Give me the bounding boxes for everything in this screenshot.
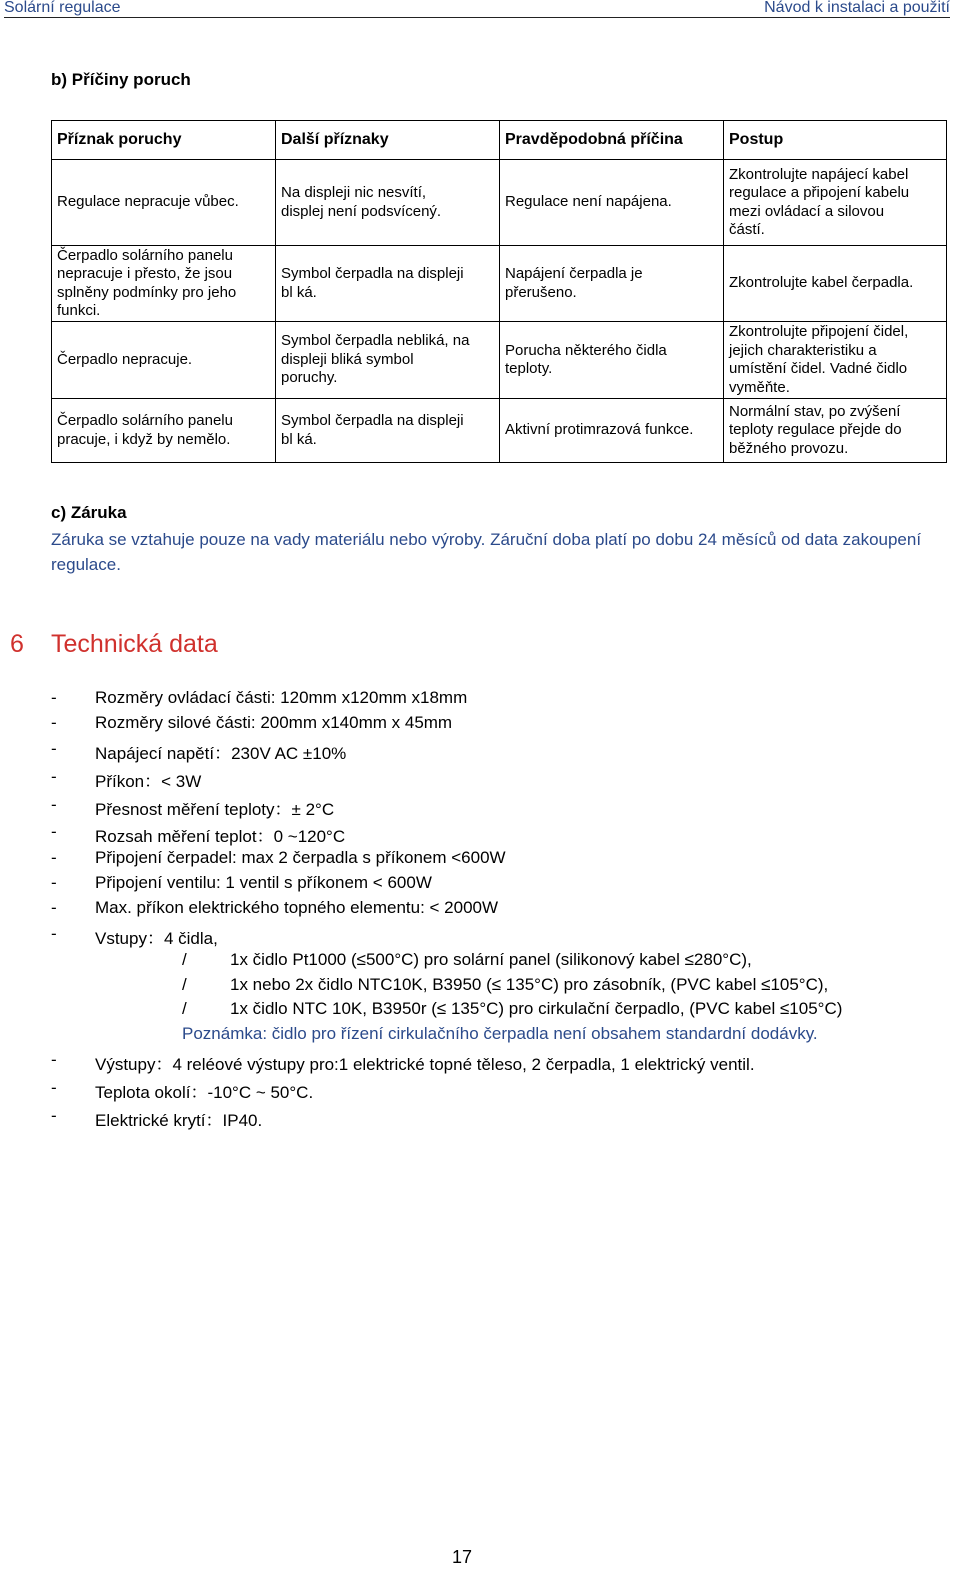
table-row (52, 160, 947, 246)
fault-table-header-row (52, 121, 947, 160)
spec-item: Připojení čerpadel: max 2 čerpadla s příkonem <600W (95, 848, 506, 867)
table-cell: Aktivní protimrazová funkce. (500, 399, 724, 463)
table-cell: Symbol čerpadla nebliká, na displeji bliká symbol poruchy. (276, 322, 500, 399)
header-left-title: Solární regulace (4, 0, 121, 16)
spec-item: Elektrické krytí：IP40. (95, 1111, 263, 1130)
table-cell: Čerpadlo nepracuje. (52, 322, 276, 399)
spec-item: Rozměry ovládací části: 120mm x120mm x18mm (95, 688, 468, 707)
section-title: Technická data (51, 630, 218, 658)
spec-item: Výstupy：4 reléové výstupy pro:1 elektrické topné těleso, 2 čerpadla, 1 elektrický ventil. (95, 1055, 755, 1074)
table-cell: Zkontrolujte napájecí kabel regulace a připojení kabelu mezi ovládací a silovou částí. (724, 160, 947, 246)
list-bullet: - (51, 924, 57, 943)
column-header: Další příznaky (276, 121, 500, 160)
spec-item: Rozsah měření teplot：0 ~120°C (95, 827, 346, 846)
warranty-text: Záruka se vztahuje pouze na vady materiálu nebo výroby. Záruční doba platí po dobu 24 měsíců od data zakoupení regulace. (51, 530, 922, 574)
input-item: 1x čidlo Pt1000 (≤500°C) pro solární panel (silikonový kabel ≤280°C), (230, 950, 752, 969)
list-bullet: - (51, 1106, 57, 1125)
list-bullet: - (51, 713, 57, 732)
table-cell: Na displeji nic nesvítí, displej není podsvícený. (276, 160, 500, 246)
list-bullet: - (51, 898, 57, 917)
table-cell: Napájení čerpadla je přerušeno. (500, 246, 724, 322)
column-header: Postup (724, 121, 947, 160)
spec-item: Rozměry silové části: 200mm x140mm x 45mm (95, 713, 453, 732)
table-cell: Zkontrolujte kabel čerpadla. (724, 246, 947, 322)
page-header (4, 0, 950, 18)
spec-item: Příkon：< 3W (95, 772, 202, 791)
header-right-title: Návod k instalaci a použití (764, 0, 950, 16)
page-number: 17 (452, 1547, 473, 1567)
fault-table (51, 120, 947, 463)
list-bullet: - (51, 1050, 57, 1069)
sub-list-marker: / (182, 950, 187, 969)
list-bullet: - (51, 739, 57, 758)
table-cell: Zkontrolujte připojení čidel, jejich charakteristiku a umístění čidel. Vadné čidlo vyměňte. (724, 322, 947, 399)
input-item: 1x čidlo NTC 10K, B3950r (≤ 135°C) pro cirkulační čerpadlo, (PVC kabel ≤105°C) (230, 999, 843, 1018)
table-cell: Regulace není napájena. (500, 160, 724, 246)
table-cell: Symbol čerpadla na displeji bl ká. (276, 246, 500, 322)
list-bullet: - (51, 848, 57, 867)
spec-item: Připojení ventilu: 1 ventil s příkonem < 600W (95, 873, 432, 892)
table-cell: Čerpadlo solárního panelu nepracuje i přesto, že jsou splněny podmínky pro jeho funkci. (52, 246, 276, 322)
column-header: Příznak poruchy (52, 121, 276, 160)
table-cell: Normální stav, po zvýšení teploty regulace přejde do běžného provozu. (724, 399, 947, 463)
spec-item: Vstupy：4 čidla, (95, 929, 218, 948)
table-row (52, 246, 947, 322)
column-header: Pravděpodobná příčina (500, 121, 724, 160)
list-bullet: - (51, 767, 57, 786)
list-bullet: - (51, 822, 57, 841)
section-number: 6 (10, 630, 24, 658)
spec-item: Přesnost měření teploty：± 2°C (95, 800, 335, 819)
spec-item: Max. příkon elektrického topného elementu: < 2000W (95, 898, 499, 917)
list-bullet: - (51, 795, 57, 814)
input-note: Poznámka: čidlo pro řízení cirkulačního čerpadla není obsahem standardní dodávky. (182, 1024, 818, 1043)
table-row (52, 322, 947, 399)
section-b-heading: b) Příčiny poruch (51, 70, 191, 89)
table-cell: Symbol čerpadla na displeji bl ká. (276, 399, 500, 463)
sub-list-marker: / (182, 975, 187, 994)
spec-item: Teplota okolí：-10°C ~ 50°C. (95, 1083, 314, 1102)
list-bullet: - (51, 873, 57, 892)
list-bullet: - (51, 1078, 57, 1097)
section-c-heading: c) Záruka (51, 503, 127, 522)
list-bullet: - (51, 688, 57, 707)
spec-item: Napájecí napětí：230V AC ±10% (95, 744, 347, 763)
input-item: 1x nebo 2x čidlo NTC10K, B3950 (≤ 135°C) pro zásobník, (PVC kabel ≤105°C), (230, 975, 829, 994)
sub-list-marker: / (182, 999, 187, 1018)
table-cell: Čerpadlo solárního panelu pracuje, i když by nemělo. (52, 399, 276, 463)
table-cell: Porucha některého čidla teploty. (500, 322, 724, 399)
table-row (52, 399, 947, 463)
table-cell: Regulace nepracuje vůbec. (52, 160, 276, 246)
